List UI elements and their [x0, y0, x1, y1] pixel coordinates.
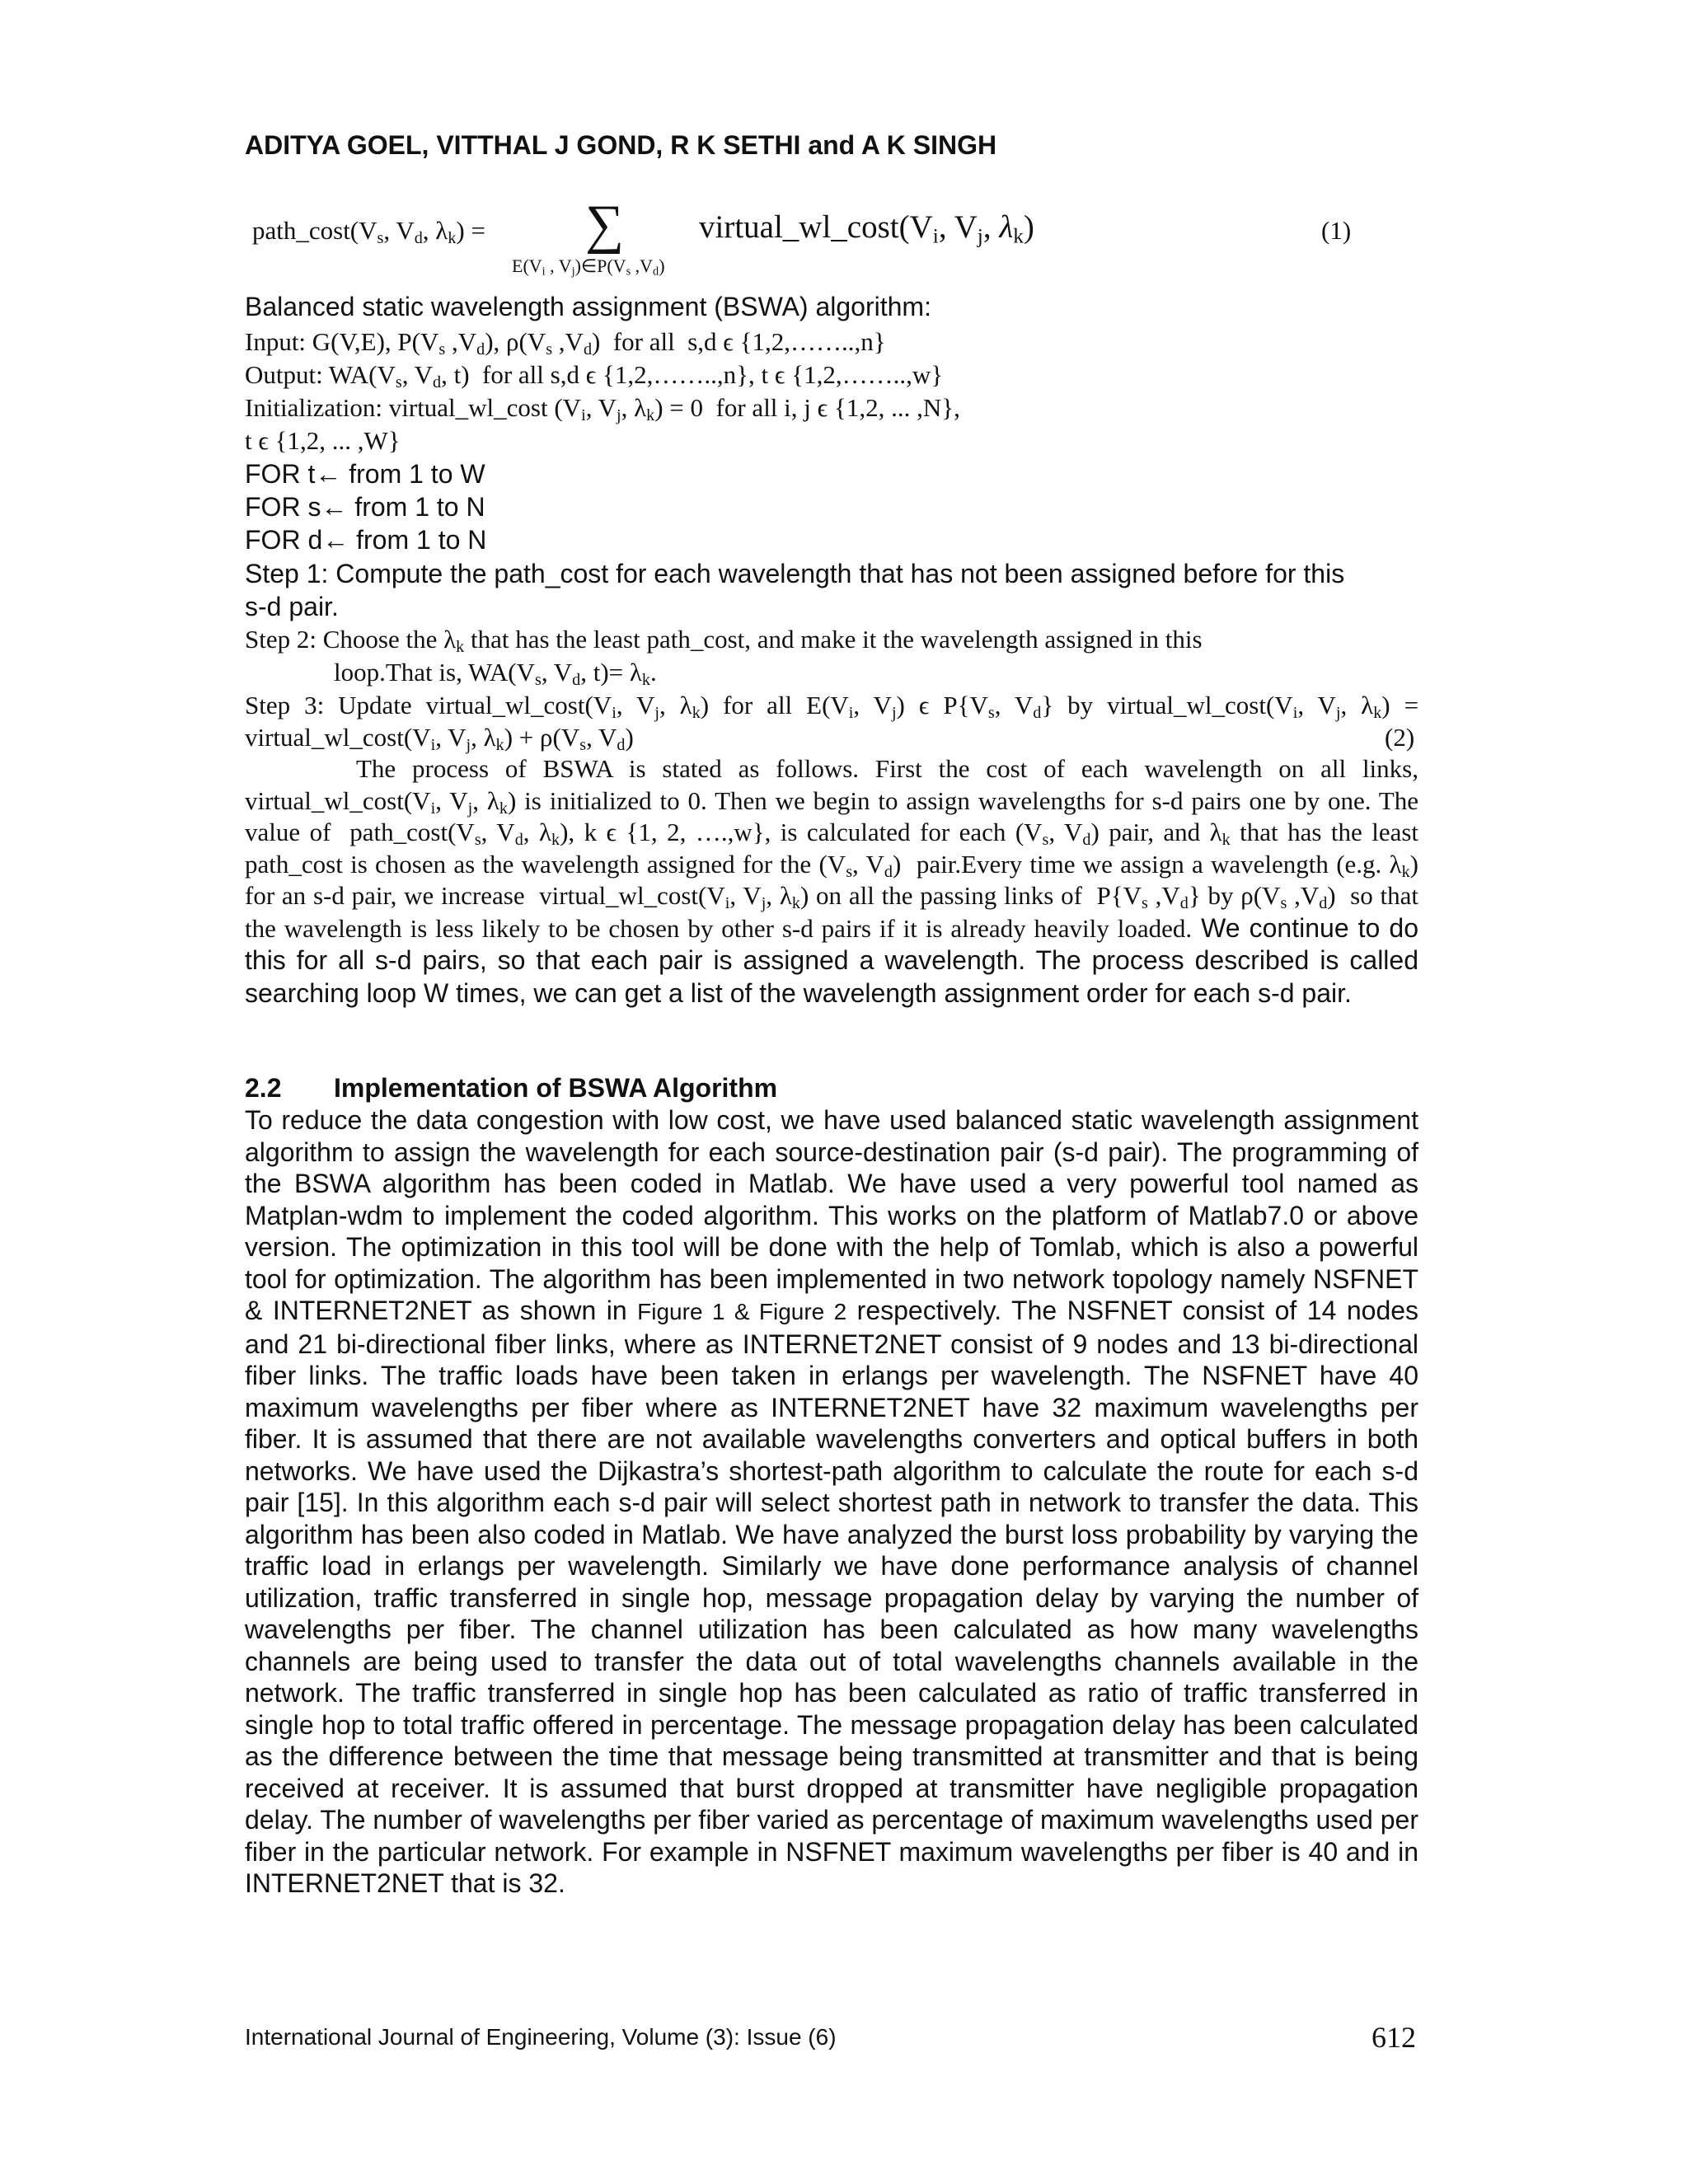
- section-body: [245, 1104, 1418, 1900]
- summation-subscript: $E(V_i$ , $V_j)\in P(V_s$ $,V_d$): [512, 255, 665, 279]
- process-paragraph: The process of BSWA is stated as follows. First the cost of each wavelength on all links, $virtual\_wl\_\cos t(V_i$, $V_j$, $\lambda_k$) is initialized to 0. Then we begin to assign wavelengths for s-d pairs one by one. The value of $path\_\cos t(V_s$, $V_d$, $\lambda_k$), k ϵ {1, 2, ….,w}, is calculated for each ($V_s$, $V_d$) pair, and $\lambda_k$ that has the least path_cost is chosen as the wavelength assigned for the ($V_s$, $V_d$) pair.Every time we assign a wavelength (e.g. $\lambda_k$) for an s-d pair, we increase $virtual\_wl\_\cos t(V_i$, $V_j$, $\lambda_k$) on all the passing links of $P\{V_s$ $,V_d$} by $\rho(V_s$ $,V_d$) so that the wavelength is less likely to be chosen by other s-d pairs if it is already heavily loaded. We continue to do this for all s-d pairs, so that each pair is assigned a wavelength. The process described is called searching loop W times, we can get a list of the wavelength assignment order for each s-d pair.: [245, 754, 1419, 1008]
- summation-symbol: ∑: [585, 194, 625, 255]
- loop-for-s: FOR s← from 1 to N: [245, 492, 485, 522]
- footer-journal: International Journal of Engineering, Volume (3): Issue (6): [245, 2024, 837, 2050]
- equation-1-lhs: $path\_\cos t(V_s$, $V_d$, $\lambda_k$) =: [252, 216, 485, 248]
- section-title: Implementation of BSWA Algorithm: [334, 1073, 778, 1103]
- step-3-line-2: $virtual\_wl\_\cos t(V_i$, $V_j$, $\lambda_k) + \rho(V_s$, $V_d$): [245, 723, 634, 755]
- algorithm-initialization-cont: t ϵ {1,2, ... ,W}: [245, 426, 401, 455]
- equation-2-number: (2): [1385, 723, 1415, 752]
- step-2-line-2: loop.That is, $WA(V_s$, $V_d$, $t)= \lambda_k$.: [334, 658, 657, 690]
- step-1-line-2: s-d pair.: [245, 592, 339, 621]
- equation-1-number: (1): [1321, 216, 1352, 245]
- algorithm-input: Input: G(V,E), $P(V_s$ $,V_d$), $\rho(V_s$ $,V_d$) for all s,d ϵ {1,2,……..,n}: [245, 327, 886, 359]
- step-1-line-1: Step 1: Compute the path_cost for each wavelength that has not been assigned before for this: [245, 559, 1345, 588]
- running-header-authors: ADITYA GOEL, VITTHAL J GOND, R K SETHI and A K SINGH: [245, 130, 997, 160]
- loop-for-d: FOR d← from 1 to N: [245, 525, 487, 555]
- process-paragraph-continuation: We continue to do this for all s-d pairs, so that each pair is assigned a wavelength. The process described is called searching loop W times, we can get a list of the wavelength assignment order for each s-d pair.: [245, 912, 1419, 1008]
- figure-ref-separator: &: [724, 1299, 759, 1324]
- step-3-line-1: Step 3: Update $virtual\_wl\_\cos t(V_i$, $V_j$, $\lambda_k$) for all $E(V_i$, $V_j$) ϵ $P\{V_s$, $V_d$} by $virtual\_wl\_\cos t(V_i$, $V_j$, $\lambda_k$) =: [245, 691, 1419, 723]
- section-body-part-2: respectively. The NSFNET consist of 14 nodes and 21 bi-directional fiber links, where as INTERNET2NET consist of 9 nodes and 13 bi-directional fiber links. The traffic loads have been taken in erlangs per wavelength. The NSFNET have 40 maximum wavelengths per fiber where as INTERNET2NET have 32 maximum wavelengths per fiber. It is assumed that there are not available wavelengths converters and optical buffers in both networks. We have used the Dijkastra’s shortest-path algorithm to calculate the route for each s-d pair [15]. In this algorithm each s-d pair will select shortest path in network to transfer the data. This algorithm has been also coded in Matlab. We have analyzed the burst loss probability by varying the traffic load in erlangs per wavelength. Similarly we have done performance analysis of channel utilization, traffic transferred in single hop, message propagation delay by varying the number of wavelengths per fiber. The channel utilization has been calculated as how many wavelengths channels are being used to transfer the data out of total wavelengths channels available in the network. The traffic transferred in single hop has been calculated as ratio of traffic transferred in single hop to total traffic offered in percentage. The message propagation delay has been calculated as the difference between the time that message being transmitted at transmitter and that is being received at receiver. It is assumed that burst dropped at transmitter have negligible propagation delay. The number of wavelengths per fiber varied as percentage of maximum wavelengths used per fiber in the particular network. For example in NSFNET maximum wavelengths per fiber is 40 and in INTERNET2NET that is 32.: [245, 1296, 1419, 1898]
- figure-1-reference[interactable]: Figure 1: [637, 1299, 725, 1324]
- loop-for-t: FOR t← from 1 to W: [245, 459, 485, 489]
- algorithm-title: Balanced static wavelength assignment (BSWA) algorithm:: [245, 292, 931, 321]
- step-2-line-1: Step 2: Choose the $\lambda_k$ that has the least path_cost, and make it the wavelength assigned in this: [245, 625, 1203, 657]
- equation-1-rhs: $virtual\_wl\_\cos t(V_i$, $V_j$, $\lambda_k$): [699, 209, 1034, 248]
- algorithm-initialization: Initialization: virtual_wl_cost ($V_i$, $V_j$, $\lambda_k) = 0$ for all i, j ϵ {1,2, ... ,N},: [245, 393, 960, 425]
- section-body-part-1: To reduce the data congestion with low cost, we have used balanced static wavelength assignment algorithm to assign the wavelength for each source-destination pair (s-d pair). The programming of the BSWA algorithm has been coded in Matlab. We have used a very powerful tool named as Matplan-wdm to implement the coded algorithm. This works on the platform of Matlab7.0 or above version. The optimization in this tool will be done with the help of Tomlab, which is also a powerful tool for optimization. The algorithm has been implemented in two network topology namely NSFNET & INTERNET2NET as shown in: [245, 1105, 1418, 1325]
- figure-2-reference[interactable]: Figure 2: [758, 1299, 847, 1324]
- section-number: 2.2: [245, 1073, 282, 1103]
- page-number: 612: [1372, 2021, 1416, 2054]
- algorithm-output: Output: $WA(V_s$, $V_d$, t) for all s,d ϵ {1,2,……..,n}, t ϵ {1,2,……..,w}: [245, 360, 944, 392]
